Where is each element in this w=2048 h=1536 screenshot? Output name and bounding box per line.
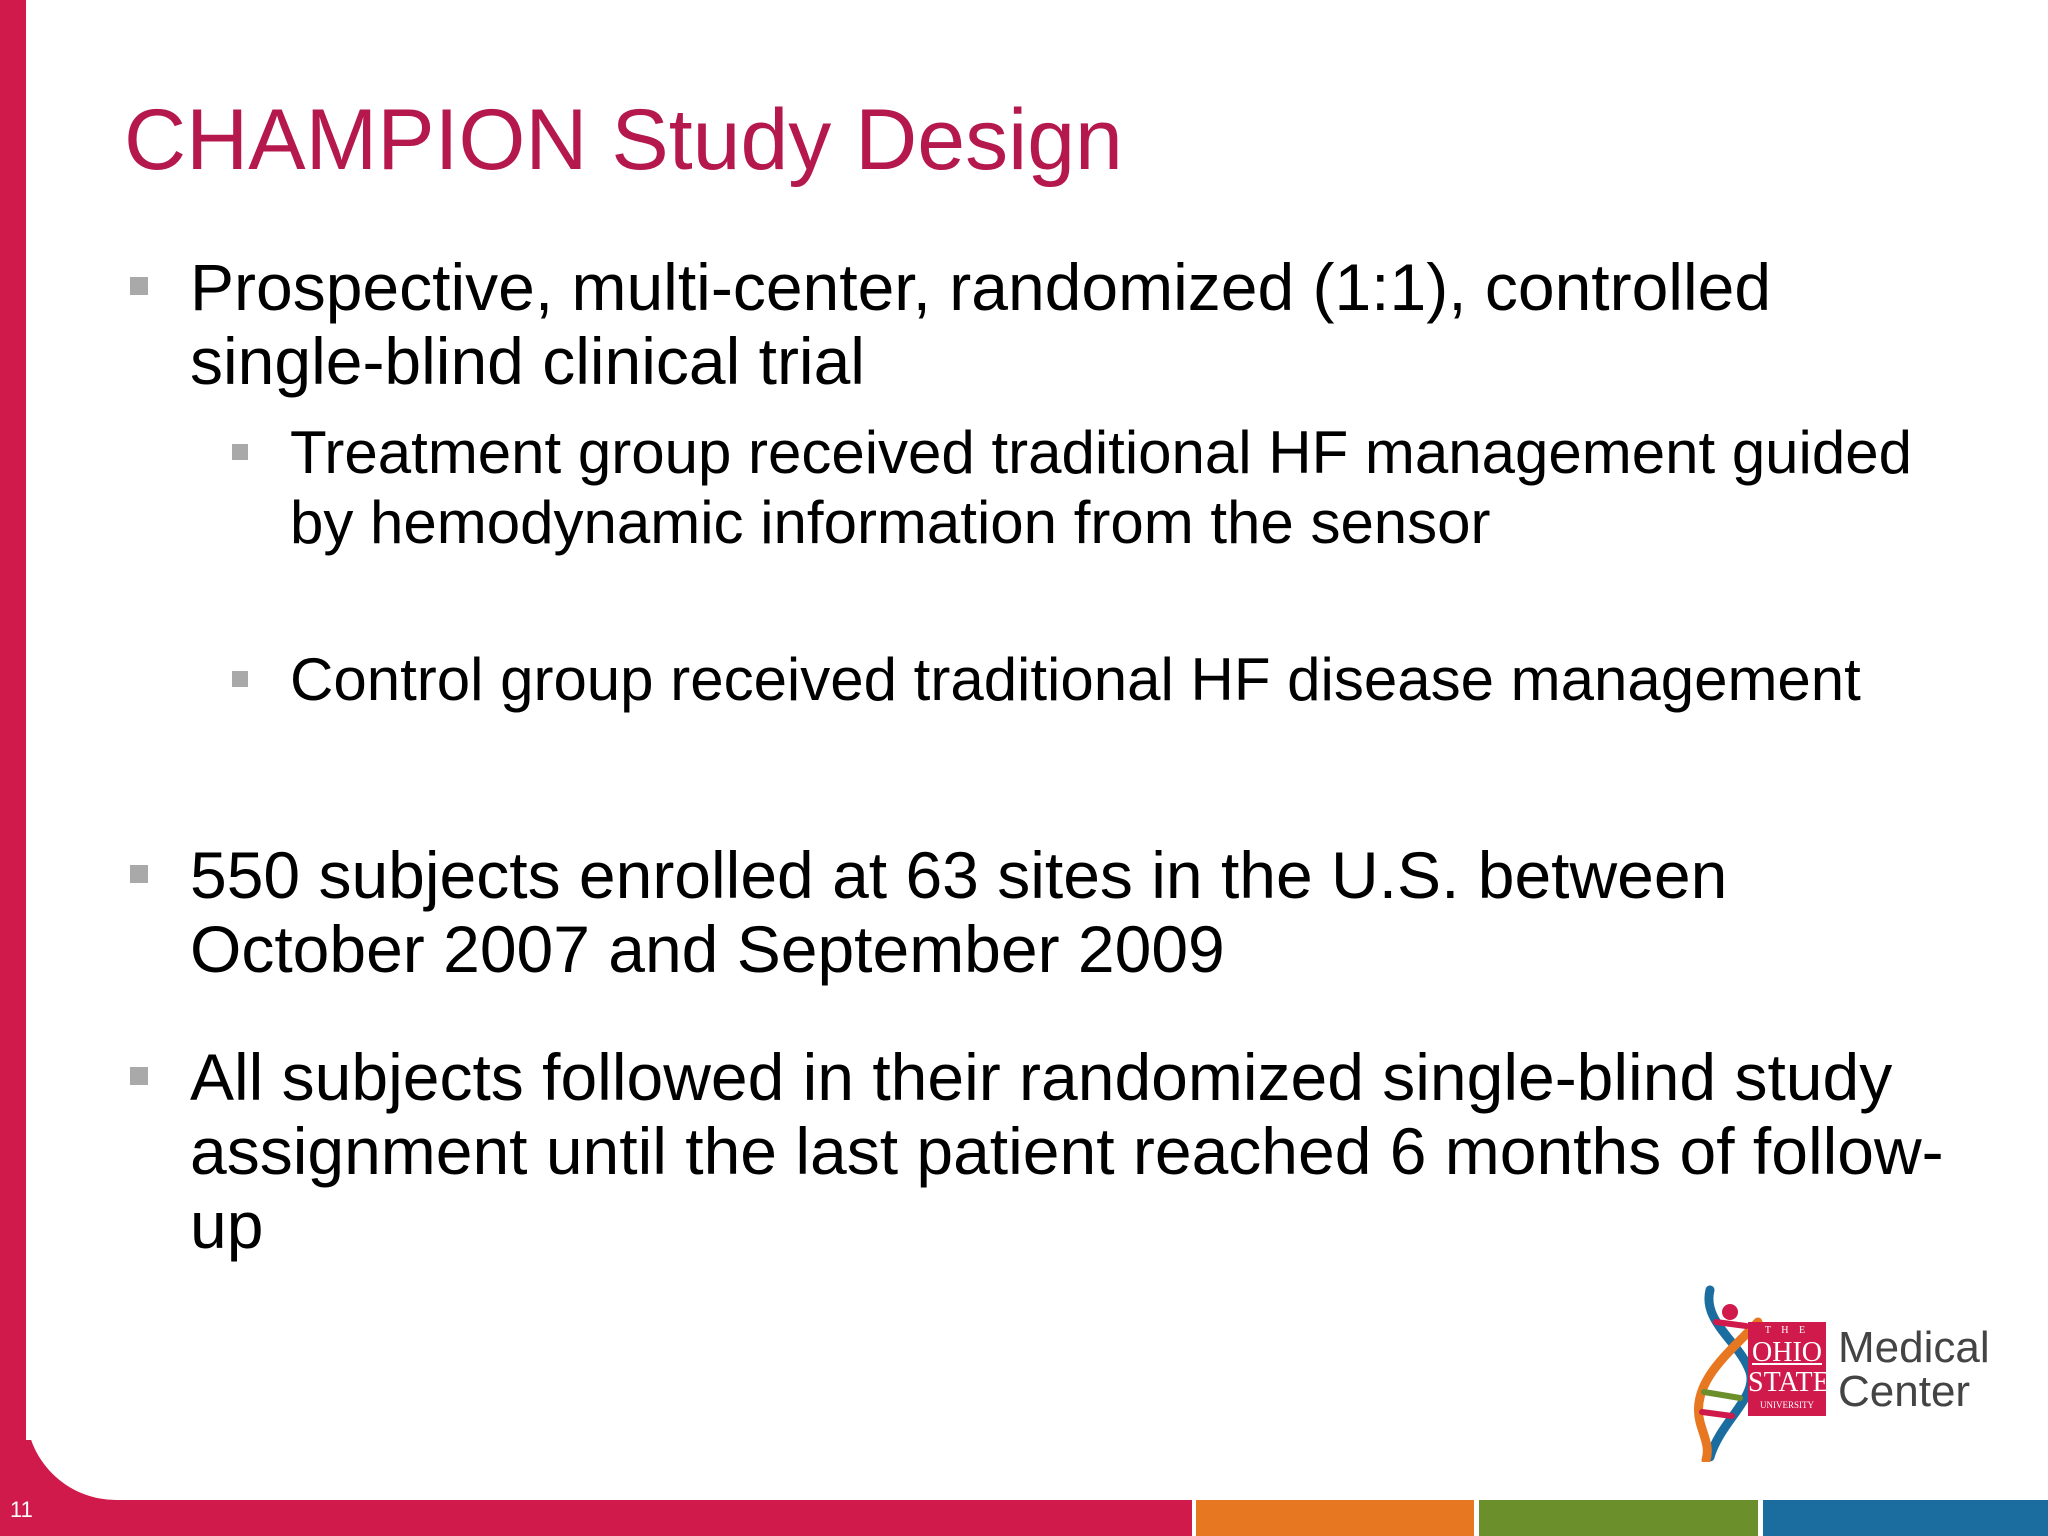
bullet-marker <box>232 444 248 460</box>
bullet-study-type <box>190 250 1980 398</box>
bullet-text: All subjects followed in their randomized single-blind study assignment until the last patient reached 6 months of follow-up <box>190 1040 1944 1262</box>
bullet-enrollment <box>190 838 1980 986</box>
footer-color-bar <box>0 1500 2048 1536</box>
bullet-text: Control group received traditional HF disease management <box>290 646 1861 713</box>
medical-center-wordmark: Medical Center <box>1838 1323 1990 1416</box>
bullet-text: Treatment group received traditional HF management guided by hemodynamic information from the sensor <box>290 419 1912 556</box>
slide-title: CHAMPION Study Design <box>124 92 1123 188</box>
bullet-marker <box>232 671 248 687</box>
bullet-follow-up <box>190 1040 1980 1262</box>
bullet-marker <box>130 1067 148 1085</box>
footer-segment-crimson <box>0 1500 1192 1536</box>
sub-bullet-control-group <box>290 645 1980 715</box>
footer-segment-green <box>1479 1500 1758 1536</box>
page-number: 11 <box>10 1497 33 1522</box>
bullet-marker <box>130 277 148 295</box>
sub-bullet-treatment-group <box>290 418 1980 558</box>
bullet-text: Prospective, multi-center, randomized (1:1), controlled single-blind clinical trial <box>190 250 1772 398</box>
footer-segment-orange <box>1196 1500 1474 1536</box>
university-wordmark: T H E OHIO STATE UNIVERSITY <box>1748 1322 1826 1416</box>
footer-segment-blue <box>1763 1500 2048 1536</box>
left-accent-bar <box>0 0 26 1536</box>
bullet-marker <box>130 865 148 883</box>
osu-medical-center-logo <box>1680 1282 2010 1462</box>
bullet-text: 550 subjects enrolled at 63 sites in the U.S. between October 2007 and September 2009 <box>190 838 1728 986</box>
